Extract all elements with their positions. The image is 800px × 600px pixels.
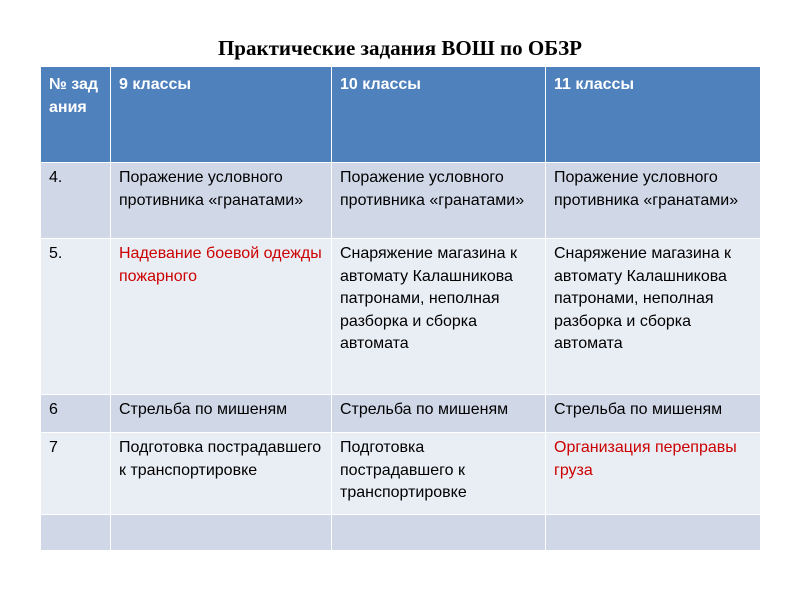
grade-10-cell	[332, 515, 546, 551]
page-title: Практические задания ВОШ по ОБЗР	[217, 36, 583, 60]
grade-11-cell: Снаряжение магазина к автомату Калашникова патронами, неполная разборка и сборка автомата	[546, 239, 761, 395]
grade-11-cell: Поражение условного противника «гранатами»	[546, 163, 761, 239]
grade-9-cell-highlighted: Надевание боевой одежды пожарного	[111, 239, 332, 395]
grade-9-cell: Поражение условного противника «гранатами»	[111, 163, 332, 239]
grade-9-cell	[111, 515, 332, 551]
grade-11-cell	[546, 515, 761, 551]
tasks-table	[40, 66, 761, 551]
grade-10-cell: Подготовка пострадавшего к транспортировке	[332, 433, 546, 515]
table-row-empty	[41, 515, 761, 551]
grade-10-cell: Стрельба по мишеням	[332, 395, 546, 433]
grade-11-cell: Стрельба по мишеням	[546, 395, 761, 433]
grade-11-cell-highlighted: Организация переправы груза	[546, 433, 761, 515]
header-grade-9: 9 классы	[111, 67, 332, 163]
grade-10-cell: Снаряжение магазина к автомату Калашникова патронами, неполная разборка и сборка автомата	[332, 239, 546, 395]
grade-9-cell: Подготовка пострадавшего к транспортировке	[111, 433, 332, 515]
table-row	[41, 163, 761, 239]
grade-10-cell: Поражение условного противника «гранатами»	[332, 163, 546, 239]
table-header-row	[41, 67, 761, 163]
header-task-number: № задания	[41, 67, 111, 163]
table-row	[41, 395, 761, 433]
task-number-cell: 4.	[41, 163, 111, 239]
task-number-cell	[41, 515, 111, 551]
table-row	[41, 433, 761, 515]
task-number-cell: 7	[41, 433, 111, 515]
table-row	[41, 239, 761, 395]
task-number-cell: 6	[41, 395, 111, 433]
task-number-cell: 5.	[41, 239, 111, 395]
grade-9-cell: Стрельба по мишеням	[111, 395, 332, 433]
header-grade-10: 10 классы	[332, 67, 546, 163]
header-grade-11: 11 классы	[546, 67, 761, 163]
